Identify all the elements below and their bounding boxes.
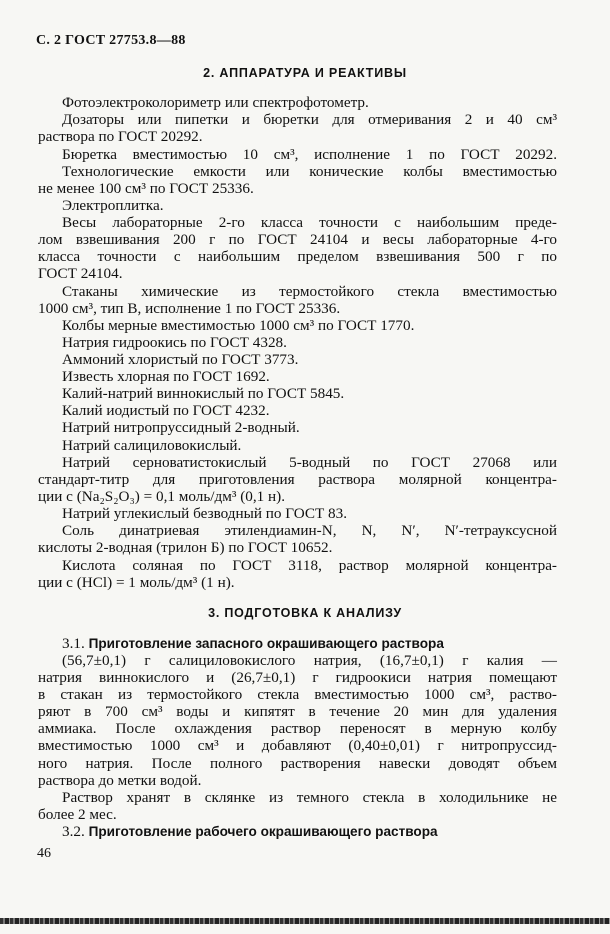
scan-edge-artifact <box>0 918 610 924</box>
text-line: ции c (Na₂S₂O₃) = 0,1 моль/дм³ (0,1 н). <box>38 488 286 505</box>
page-header: С. 2 ГОСТ 27753.8—88 <box>36 33 186 48</box>
text-line: Колбы мерные вместимостью 1000 см³ по ГОСТ 1770. <box>62 317 415 334</box>
text-line: Бюретка вместимостью 10 см³, исполнение 1 по ГОСТ 20292. <box>62 146 557 163</box>
text-line: Кислота соляная по ГОСТ 3118, раствор молярной концентра- <box>62 557 557 574</box>
text-line: в стакан из термостойкого стекла вместимостью 1000 см³, раство- <box>38 686 557 703</box>
text-line: раствора по ГОСТ 20292. <box>38 128 203 145</box>
text-line: Натрий салициловокислый. <box>62 437 242 454</box>
section-3-title: 3. ПОДГОТОВКА К АНАЛИЗУ <box>208 606 402 620</box>
text-line: (56,7±0,1) г салициловокислого натрия, (16,7±0,1) г калия — <box>62 652 557 669</box>
page-number: 46 <box>37 846 51 861</box>
text-line: Фотоэлектроколориметр или спектрофотометр. <box>62 94 369 111</box>
text-line: вместимостью 1000 см³ и добавляют (0,40±0,01) г нитропруссид- <box>38 737 557 754</box>
text-line: ГОСТ 24104. <box>38 265 123 282</box>
text-line: Раствор хранят в склянке из темного стекла в холодильнике не <box>62 789 557 806</box>
text-line: класса точности с наибольшим пределом взвешивания 500 г по <box>38 248 557 265</box>
text-line: Калий-натрий виннокислый по ГОСТ 5845. <box>62 385 345 402</box>
text-line: Натрий нитропруссидный 2-водный. <box>62 419 300 436</box>
text-line: Аммоний хлористый по ГОСТ 3773. <box>62 351 299 368</box>
text-line: Натрия гидроокись по ГОСТ 4328. <box>62 334 287 351</box>
subsection-title: Приготовление рабочего окрашивающего раствора <box>88 824 438 839</box>
text-line: 1000 см³, тип В, исполнение 1 по ГОСТ 25336. <box>38 300 341 317</box>
subsection-number: 3.1. <box>62 635 85 652</box>
text-line: Весы лабораторные 2-го класса точности с наибольшим преде- <box>62 214 557 231</box>
text-line: Известь хлорная по ГОСТ 1692. <box>62 368 270 385</box>
subsection-title: Приготовление запасного окрашивающего раствора <box>88 636 444 651</box>
text-line: лом взвешивания 200 г по ГОСТ 24104 и весы лабораторные 4-го <box>38 231 557 248</box>
text-line: Калий иодистый по ГОСТ 4232. <box>62 402 270 419</box>
subsection-3-1-heading <box>62 635 444 652</box>
text-line: ции c (HCl) = 1 моль/дм³ (1 н). <box>38 574 235 591</box>
text-line: аммиака. После охлаждения раствор переносят в мерную колбу <box>38 720 557 737</box>
text-line: Электроплитка. <box>62 197 164 214</box>
text-line: Натрий серноватистокислый 5-водный по ГОСТ 27068 или <box>62 454 557 471</box>
text-line: ного натрия. После полного растворения навески доводят объем <box>38 755 557 772</box>
text-line: не менее 100 см³ по ГОСТ 25336. <box>38 180 254 197</box>
text-line: Дозаторы или пипетки и бюретки для отмеривания 2 и 40 см³ <box>62 111 557 128</box>
text-line: Технологические емкости или конические колбы вместимостью <box>62 163 557 180</box>
text-line: раствора до метки водой. <box>38 772 202 789</box>
subsection-number: 3.2. <box>62 823 85 840</box>
text-line: кислоты 2-водная (трилон Б) по ГОСТ 10652. <box>38 539 333 556</box>
text-line: Натрий углекислый безводный по ГОСТ 83. <box>62 505 348 522</box>
text-line: стандарт-титр для приготовления раствора молярной концентра- <box>38 471 557 488</box>
text-line: ряют в 700 см³ воды и кипятят в течение 20 мин для удаления <box>38 703 557 720</box>
text-line: натрия виннокислого и (26,7±0,1) г гидроокиси натрия помещают <box>38 669 557 686</box>
text-line: более 2 мес. <box>38 806 117 823</box>
text-line: Стаканы химические из термостойкого стекла вместимостью <box>62 283 557 300</box>
text-line: Соль динатриевая этилендиамин-N, N, N′, N′-тетрауксусной <box>62 522 557 539</box>
subsection-3-2-heading <box>62 823 438 840</box>
section-2-title: 2. АППАРАТУРА И РЕАКТИВЫ <box>203 66 407 80</box>
